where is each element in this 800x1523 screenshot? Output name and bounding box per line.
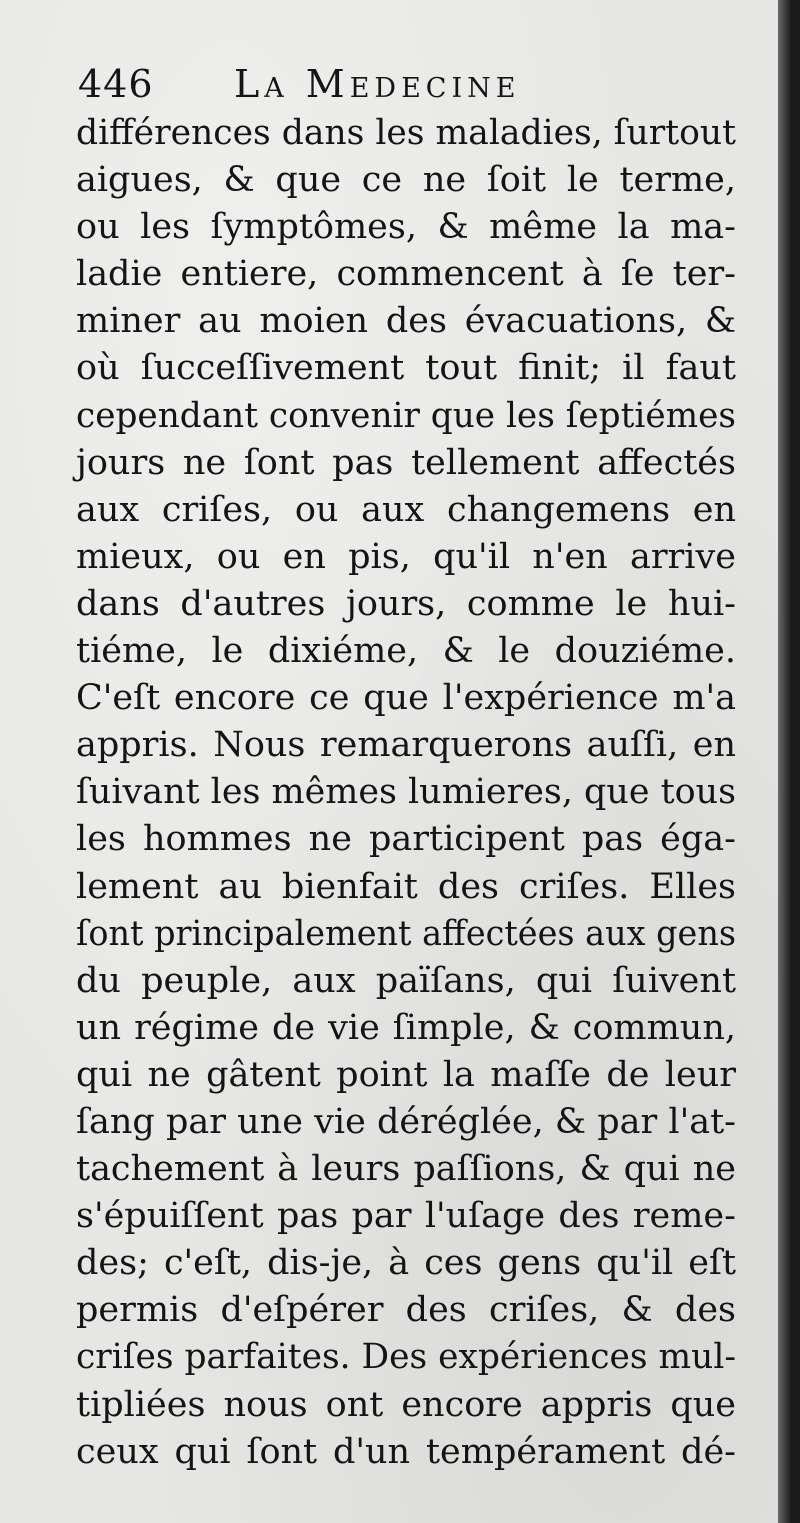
text-line: tipliées nous ont encore appris que	[76, 1384, 737, 1425]
text-line: ladie entiere, commencent à ſe ter-	[76, 254, 736, 295]
text-line: aigues, & que ce ne ſoit le terme,	[76, 160, 736, 201]
text-line: du peuple, aux païſans, qui ſuivent	[76, 960, 737, 1001]
running-title: La Medecine	[234, 62, 521, 106]
text-line: tachement à leurs paſſions, & qui ne	[76, 1149, 737, 1190]
body-text	[76, 110, 736, 1476]
text-line: permis d'eſpérer des criſes, & des	[76, 1290, 736, 1331]
text-line: dans d'autres jours, comme le hui-	[76, 583, 737, 624]
text-line: ſont principalement affectées aux gens	[76, 913, 737, 954]
text-line: tiéme, le dixiéme, & le douziéme.	[76, 631, 737, 672]
text-line: ou les ſymptômes, & même la ma-	[76, 207, 736, 248]
text-line: ſang par une vie déréglée, & par l'at-	[76, 1101, 736, 1142]
text-line: qui ne gâtent point la maſſe de leur	[76, 1054, 736, 1095]
text-line: jours ne ſont pas tellement affectés	[76, 442, 736, 483]
text-line: aux criſes, ou aux changemens en	[76, 489, 736, 530]
page-edge-shadow	[778, 0, 800, 1523]
text-line: lement au bienfait des criſes. Elles	[76, 866, 737, 907]
page-number: 446	[78, 62, 154, 106]
text-line: C'eſt encore ce que l'expérience m'a	[76, 678, 737, 719]
page-header	[78, 60, 718, 114]
text-line: miner au moien des évacuations, &	[76, 301, 737, 342]
text-line: cependant convenir que les ſeptiémes	[76, 395, 737, 436]
text-line: où ſucceſſivement tout finit; il faut	[76, 348, 736, 389]
text-line: criſes parfaites. Des expériences mul-	[76, 1337, 736, 1378]
text-line: ſuivant les mêmes lumieres, que tous	[76, 772, 737, 813]
text-line: différences dans les maladies, ſurtout	[76, 113, 736, 153]
text-line: appris. Nous remarquerons auſſi, en	[76, 725, 736, 766]
text-line: mieux, ou en pis, qu'il n'en arrive	[76, 536, 736, 577]
text-line: s'épuiſſent pas par l'uſage des reme-	[76, 1196, 736, 1237]
text-line: un régime de vie ſimple, & commun,	[76, 1007, 736, 1048]
text-line: des; c'eſt, dis-je, à ces gens qu'il eſt	[76, 1243, 737, 1284]
text-line: ceux qui ſont d'un tempérament dé-	[76, 1431, 736, 1472]
text-line: les hommes ne participent pas éga-	[76, 819, 736, 860]
